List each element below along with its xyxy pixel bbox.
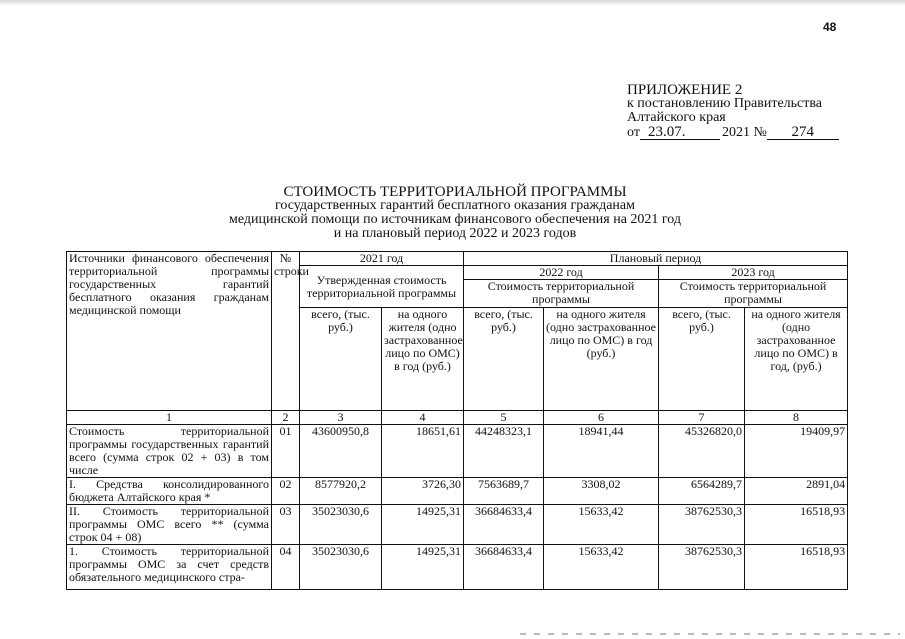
appendix-block bbox=[627, 83, 839, 140]
cell-value: 18651,61 bbox=[382, 425, 464, 478]
scan-top-edge bbox=[0, 0, 905, 6]
col-number: 8 bbox=[745, 411, 848, 425]
cell-value: 36684633,4 bbox=[464, 505, 544, 545]
document-title bbox=[120, 185, 790, 241]
table-row bbox=[67, 425, 848, 478]
cell-value: 38762530,3 bbox=[659, 505, 745, 545]
header-per-insured-2023: на одного жителя (одно застрахованное лицо по ОМС) в год, (руб.) bbox=[745, 308, 848, 411]
cell-value: 38762530,3 bbox=[659, 545, 745, 590]
title-line-1: СТОИМОСТЬ ТЕРРИТОРИАЛЬНОЙ ПРОГРАММЫ bbox=[283, 184, 627, 200]
header-total-2023: всего, (тыс. руб.) bbox=[659, 308, 745, 411]
title-line-2: государственных гарантий бесплатного оказания гражданам bbox=[274, 198, 635, 213]
header-total-2022: всего, (тыс. руб.) bbox=[464, 308, 544, 411]
row-no: 01 bbox=[272, 425, 300, 478]
appendix-number: 274 bbox=[767, 125, 839, 140]
row-no: 02 bbox=[272, 478, 300, 505]
row-name: I. Средства консолидированного бюджета Алтайского края * bbox=[67, 478, 272, 505]
cell-value: 43600950,8 bbox=[300, 425, 382, 478]
header-row-no: № строки bbox=[272, 252, 300, 411]
header-source: Источники финансового обеспечения территориальной программы государственных гарантий бесплатного оказания гражданам медицинской помощи bbox=[67, 252, 272, 411]
cell-value: 2891,04 bbox=[745, 478, 848, 505]
row-name: II. Стоимость территориальной программы ОМС всего ** (сумма строк 04 + 08) bbox=[67, 505, 272, 545]
row-name: Стоимость территориальной программы государственных гарантий всего (сумма строк 02 + 03) в том числе bbox=[67, 425, 272, 478]
cell-value: 15633,42 bbox=[544, 545, 659, 590]
header-total-2021: всего, (тыс. руб.) bbox=[300, 308, 382, 411]
appendix-year: 2021 № bbox=[721, 125, 767, 140]
cell-value: 7563689,7 bbox=[464, 478, 544, 505]
title-line-3: медицинской помощи по источникам финансового обеспечения на 2021 год bbox=[228, 212, 682, 227]
col-number: 4 bbox=[382, 411, 464, 425]
row-name: 1. Стоимость территориальной программы ОМС за счет средств обязательного медицинского стра- bbox=[67, 545, 272, 590]
cell-value: 44248323,1 bbox=[464, 425, 544, 478]
table-row bbox=[67, 545, 848, 590]
cell-value: 19409,97 bbox=[745, 425, 848, 478]
cell-value: 14925,31 bbox=[382, 505, 464, 545]
cell-value: 8577920,2 bbox=[300, 478, 382, 505]
cell-value: 18941,44 bbox=[544, 425, 659, 478]
appendix-date: 23.07. bbox=[640, 125, 720, 140]
col-number: 3 bbox=[300, 411, 382, 425]
appendix-from-label: от bbox=[627, 125, 640, 140]
cell-value: 6564289,7 bbox=[659, 478, 745, 505]
appendix-line3: Алтайского края bbox=[627, 110, 726, 125]
col-number: 7 bbox=[659, 411, 745, 425]
header-2021: 2021 год bbox=[300, 252, 464, 266]
cell-value: 45326820,0 bbox=[659, 425, 745, 478]
cell-value: 3726,30 bbox=[382, 478, 464, 505]
appendix-date-line bbox=[627, 125, 839, 140]
page-number: 48 bbox=[823, 20, 837, 34]
cell-value: 16518,93 bbox=[745, 545, 848, 590]
appendix-line2: к постановлению Правительства bbox=[627, 96, 823, 111]
col-number: 5 bbox=[464, 411, 544, 425]
cell-value: 36684633,4 bbox=[464, 545, 544, 590]
row-no: 04 bbox=[272, 545, 300, 590]
header-approved-cost: Утвержденная стоимость территориальной программы bbox=[300, 266, 464, 308]
cell-value: 35023030,6 bbox=[300, 545, 382, 590]
col-number: 1 bbox=[67, 411, 272, 425]
scan-bottom-artifact bbox=[520, 633, 900, 635]
header-2023: 2023 год bbox=[659, 266, 848, 280]
cost-table bbox=[66, 251, 848, 590]
cell-value: 14925,31 bbox=[382, 545, 464, 590]
cell-value: 16518,93 bbox=[745, 505, 848, 545]
table-row bbox=[67, 505, 848, 545]
cell-value: 3308,02 bbox=[544, 478, 659, 505]
col-number: 2 bbox=[272, 411, 300, 425]
title-line-4: и на плановый период 2022 и 2023 годов bbox=[333, 226, 577, 241]
header-per-insured-2022: на одного жителя (одно застрахованное лицо по ОМС) в год (руб.) bbox=[544, 308, 659, 411]
cell-value: 15633,42 bbox=[544, 505, 659, 545]
header-plan-period: Плановый период bbox=[464, 252, 848, 266]
appendix-title: ПРИЛОЖЕНИЕ 2 bbox=[627, 82, 743, 98]
header-per-insured-2021: на одного жителя (одно застрахованное лицо по ОМС) в год (руб.) bbox=[382, 308, 464, 411]
table-row bbox=[67, 478, 848, 505]
cell-value: 35023030,6 bbox=[300, 505, 382, 545]
col-number: 6 bbox=[544, 411, 659, 425]
row-no: 03 bbox=[272, 505, 300, 545]
header-cost-2022: Стоимость территориальной программы bbox=[464, 280, 659, 308]
header-cost-2023: Стоимость территориальной программы bbox=[659, 280, 848, 308]
header-2022: 2022 год bbox=[464, 266, 659, 280]
